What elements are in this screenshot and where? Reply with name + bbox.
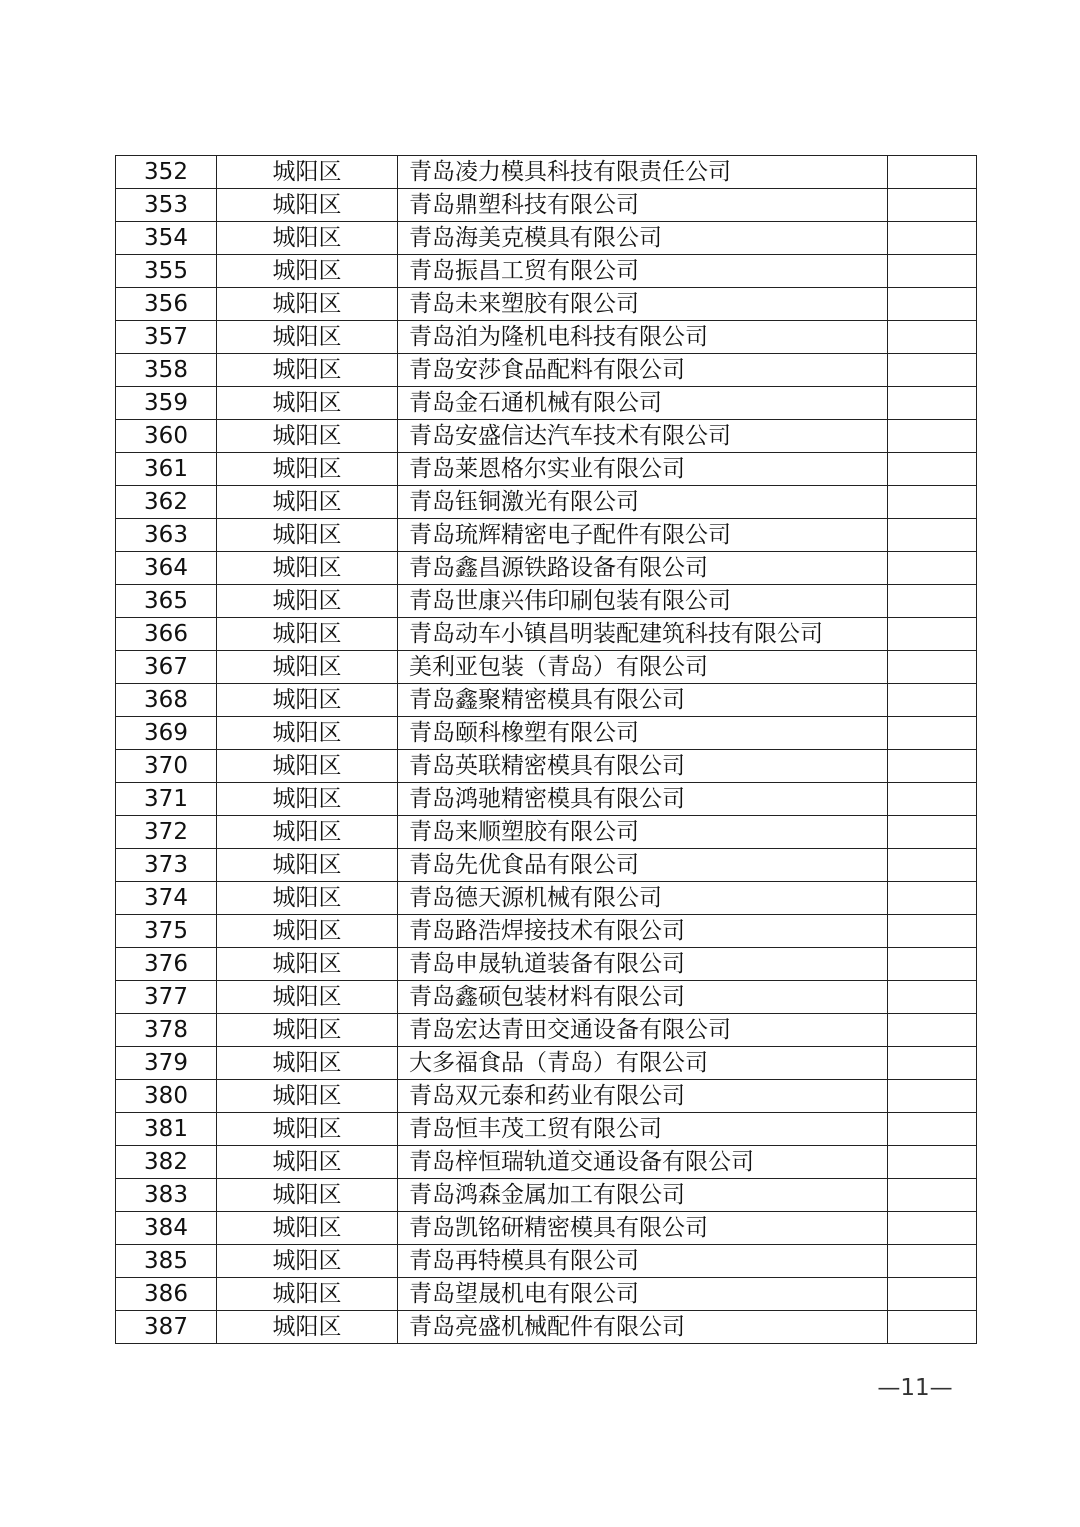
row-number-cell: 370 — [116, 750, 217, 783]
district-cell: 城阳区 — [217, 1014, 398, 1047]
company-name-cell: 青岛未来塑胶有限公司 — [398, 288, 888, 321]
table-row — [116, 1245, 977, 1278]
table-row — [116, 1080, 977, 1113]
table-row — [116, 915, 977, 948]
note-cell — [888, 1212, 977, 1245]
district-cell: 城阳区 — [217, 156, 398, 189]
note-cell — [888, 816, 977, 849]
page-number: —11— — [877, 1375, 953, 1401]
company-name-cell: 青岛凯铭研精密模具有限公司 — [398, 1212, 888, 1245]
company-name-cell: 青岛泊为隆机电科技有限公司 — [398, 321, 888, 354]
row-number-cell: 378 — [116, 1014, 217, 1047]
table-row — [116, 1311, 977, 1344]
row-number-cell: 382 — [116, 1146, 217, 1179]
district-cell: 城阳区 — [217, 288, 398, 321]
row-number-cell: 365 — [116, 585, 217, 618]
district-cell: 城阳区 — [217, 321, 398, 354]
table-row — [116, 552, 977, 585]
district-cell: 城阳区 — [217, 750, 398, 783]
district-cell: 城阳区 — [217, 387, 398, 420]
company-name-cell: 青岛鑫昌源铁路设备有限公司 — [398, 552, 888, 585]
note-cell — [888, 420, 977, 453]
note-cell — [888, 684, 977, 717]
company-name-cell: 青岛钰铜激光有限公司 — [398, 486, 888, 519]
note-cell — [888, 585, 977, 618]
table-row — [116, 981, 977, 1014]
district-cell: 城阳区 — [217, 948, 398, 981]
district-cell: 城阳区 — [217, 585, 398, 618]
note-cell — [888, 981, 977, 1014]
table-row — [116, 651, 977, 684]
company-name-cell: 青岛宏达青田交通设备有限公司 — [398, 1014, 888, 1047]
note-cell — [888, 750, 977, 783]
company-name-cell: 青岛鸿驰精密模具有限公司 — [398, 783, 888, 816]
table-row — [116, 1047, 977, 1080]
table-row — [116, 849, 977, 882]
company-name-cell: 青岛先优食品有限公司 — [398, 849, 888, 882]
district-cell: 城阳区 — [217, 453, 398, 486]
row-number-cell: 385 — [116, 1245, 217, 1278]
note-cell — [888, 1311, 977, 1344]
company-name-cell: 青岛莱恩格尔实业有限公司 — [398, 453, 888, 486]
note-cell — [888, 1014, 977, 1047]
table-row — [116, 288, 977, 321]
district-cell: 城阳区 — [217, 882, 398, 915]
district-cell: 城阳区 — [217, 1212, 398, 1245]
row-number-cell: 383 — [116, 1179, 217, 1212]
district-cell: 城阳区 — [217, 849, 398, 882]
note-cell — [888, 1146, 977, 1179]
table-row — [116, 255, 977, 288]
note-cell — [888, 618, 977, 651]
table-row — [116, 354, 977, 387]
table-row — [116, 387, 977, 420]
table-row — [116, 1278, 977, 1311]
table-row — [116, 618, 977, 651]
table-row — [116, 684, 977, 717]
note-cell — [888, 915, 977, 948]
company-name-cell: 美利亚包装（青岛）有限公司 — [398, 651, 888, 684]
note-cell — [888, 651, 977, 684]
note-cell — [888, 1179, 977, 1212]
company-name-cell: 青岛来顺塑胶有限公司 — [398, 816, 888, 849]
district-cell: 城阳区 — [217, 552, 398, 585]
row-number-cell: 359 — [116, 387, 217, 420]
row-number-cell: 369 — [116, 717, 217, 750]
note-cell — [888, 717, 977, 750]
row-number-cell: 361 — [116, 453, 217, 486]
table-row — [116, 1146, 977, 1179]
note-cell — [888, 882, 977, 915]
district-cell: 城阳区 — [217, 222, 398, 255]
row-number-cell: 380 — [116, 1080, 217, 1113]
table-body — [116, 156, 977, 1344]
district-cell: 城阳区 — [217, 618, 398, 651]
district-cell: 城阳区 — [217, 255, 398, 288]
row-number-cell: 355 — [116, 255, 217, 288]
table-row — [116, 783, 977, 816]
company-name-cell: 青岛安莎食品配料有限公司 — [398, 354, 888, 387]
district-cell: 城阳区 — [217, 354, 398, 387]
table-row — [116, 882, 977, 915]
row-number-cell: 362 — [116, 486, 217, 519]
company-name-cell: 青岛金石通机械有限公司 — [398, 387, 888, 420]
district-cell: 城阳区 — [217, 915, 398, 948]
row-number-cell: 367 — [116, 651, 217, 684]
company-name-cell: 大多福食品（青岛）有限公司 — [398, 1047, 888, 1080]
row-number-cell: 373 — [116, 849, 217, 882]
row-number-cell: 387 — [116, 1311, 217, 1344]
district-cell: 城阳区 — [217, 1311, 398, 1344]
district-cell: 城阳区 — [217, 651, 398, 684]
company-name-cell: 青岛德天源机械有限公司 — [398, 882, 888, 915]
district-cell: 城阳区 — [217, 420, 398, 453]
note-cell — [888, 288, 977, 321]
row-number-cell: 368 — [116, 684, 217, 717]
note-cell — [888, 189, 977, 222]
company-name-cell: 青岛申晟轨道装备有限公司 — [398, 948, 888, 981]
district-cell: 城阳区 — [217, 1113, 398, 1146]
row-number-cell: 357 — [116, 321, 217, 354]
table-row — [116, 948, 977, 981]
district-cell: 城阳区 — [217, 684, 398, 717]
district-cell: 城阳区 — [217, 981, 398, 1014]
row-number-cell: 356 — [116, 288, 217, 321]
district-cell: 城阳区 — [217, 783, 398, 816]
row-number-cell: 352 — [116, 156, 217, 189]
note-cell — [888, 321, 977, 354]
table-row — [116, 717, 977, 750]
company-name-cell: 青岛梓恒瑞轨道交通设备有限公司 — [398, 1146, 888, 1179]
table-row — [116, 189, 977, 222]
row-number-cell: 381 — [116, 1113, 217, 1146]
note-cell — [888, 222, 977, 255]
company-name-cell: 青岛世康兴伟印刷包装有限公司 — [398, 585, 888, 618]
company-name-cell: 青岛恒丰茂工贸有限公司 — [398, 1113, 888, 1146]
row-number-cell: 354 — [116, 222, 217, 255]
company-name-cell: 青岛鑫硕包装材料有限公司 — [398, 981, 888, 1014]
table-row — [116, 585, 977, 618]
note-cell — [888, 1245, 977, 1278]
row-number-cell: 384 — [116, 1212, 217, 1245]
note-cell — [888, 1047, 977, 1080]
note-cell — [888, 486, 977, 519]
row-number-cell: 364 — [116, 552, 217, 585]
district-cell: 城阳区 — [217, 1080, 398, 1113]
table-row — [116, 1113, 977, 1146]
company-name-cell: 青岛英联精密模具有限公司 — [398, 750, 888, 783]
note-cell — [888, 387, 977, 420]
district-cell: 城阳区 — [217, 519, 398, 552]
table-row — [116, 420, 977, 453]
company-name-cell: 青岛动车小镇昌明装配建筑科技有限公司 — [398, 618, 888, 651]
company-name-cell: 青岛鑫聚精密模具有限公司 — [398, 684, 888, 717]
note-cell — [888, 519, 977, 552]
company-name-cell: 青岛颐科橡塑有限公司 — [398, 717, 888, 750]
note-cell — [888, 1113, 977, 1146]
row-number-cell: 377 — [116, 981, 217, 1014]
table-row — [116, 156, 977, 189]
company-name-cell: 青岛鼎塑科技有限公司 — [398, 189, 888, 222]
note-cell — [888, 849, 977, 882]
table-row — [116, 1179, 977, 1212]
row-number-cell: 376 — [116, 948, 217, 981]
district-cell: 城阳区 — [217, 486, 398, 519]
company-name-cell: 青岛再特模具有限公司 — [398, 1245, 888, 1278]
note-cell — [888, 783, 977, 816]
company-name-cell: 青岛海美克模具有限公司 — [398, 222, 888, 255]
row-number-cell: 353 — [116, 189, 217, 222]
company-name-cell: 青岛双元泰和药业有限公司 — [398, 1080, 888, 1113]
company-name-cell: 青岛凌力模具科技有限责任公司 — [398, 156, 888, 189]
row-number-cell: 374 — [116, 882, 217, 915]
company-name-cell: 青岛鸿森金属加工有限公司 — [398, 1179, 888, 1212]
row-number-cell: 366 — [116, 618, 217, 651]
row-number-cell: 360 — [116, 420, 217, 453]
table-row — [116, 486, 977, 519]
table-row — [116, 750, 977, 783]
row-number-cell: 371 — [116, 783, 217, 816]
row-number-cell: 363 — [116, 519, 217, 552]
company-list-table — [115, 155, 977, 1344]
district-cell: 城阳区 — [217, 816, 398, 849]
company-name-cell: 青岛望晟机电有限公司 — [398, 1278, 888, 1311]
district-cell: 城阳区 — [217, 1245, 398, 1278]
table-row — [116, 1014, 977, 1047]
company-name-cell: 青岛路浩焊接技术有限公司 — [398, 915, 888, 948]
table-row — [116, 1212, 977, 1245]
table-row — [116, 222, 977, 255]
district-cell: 城阳区 — [217, 1146, 398, 1179]
table-row — [116, 453, 977, 486]
company-name-cell: 青岛安盛信达汽车技术有限公司 — [398, 420, 888, 453]
table-row — [116, 321, 977, 354]
row-number-cell: 358 — [116, 354, 217, 387]
table-row — [116, 816, 977, 849]
district-cell: 城阳区 — [217, 1179, 398, 1212]
note-cell — [888, 255, 977, 288]
note-cell — [888, 1278, 977, 1311]
note-cell — [888, 156, 977, 189]
note-cell — [888, 948, 977, 981]
district-cell: 城阳区 — [217, 1278, 398, 1311]
row-number-cell: 386 — [116, 1278, 217, 1311]
note-cell — [888, 552, 977, 585]
note-cell — [888, 354, 977, 387]
row-number-cell: 379 — [116, 1047, 217, 1080]
note-cell — [888, 1080, 977, 1113]
company-name-cell: 青岛亮盛机械配件有限公司 — [398, 1311, 888, 1344]
note-cell — [888, 453, 977, 486]
district-cell: 城阳区 — [217, 189, 398, 222]
table-row — [116, 519, 977, 552]
company-name-cell: 青岛琉辉精密电子配件有限公司 — [398, 519, 888, 552]
company-name-cell: 青岛振昌工贸有限公司 — [398, 255, 888, 288]
district-cell: 城阳区 — [217, 717, 398, 750]
row-number-cell: 372 — [116, 816, 217, 849]
district-cell: 城阳区 — [217, 1047, 398, 1080]
row-number-cell: 375 — [116, 915, 217, 948]
